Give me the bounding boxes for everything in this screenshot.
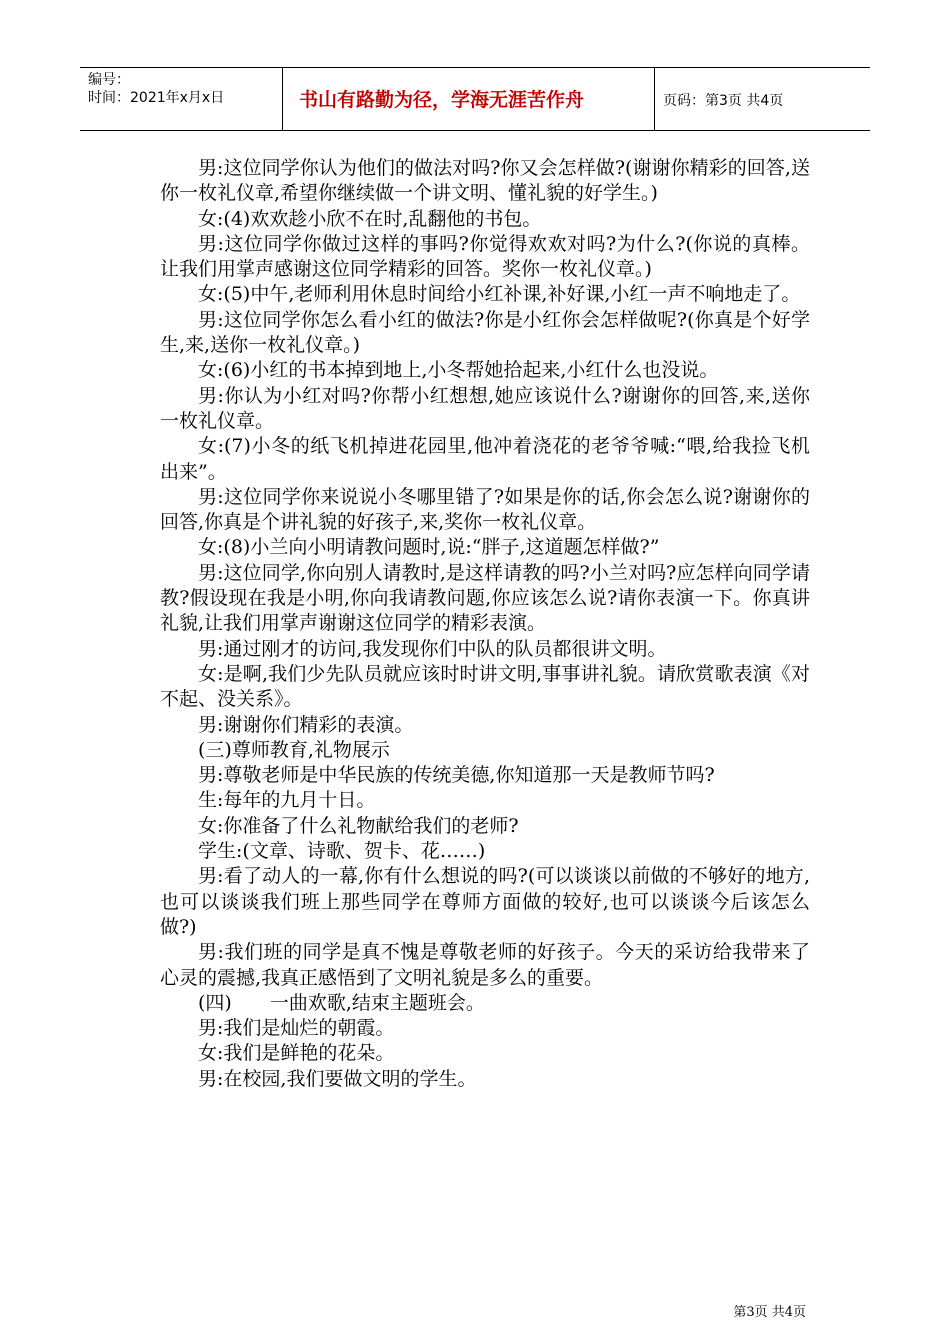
document-number-label: 编号： bbox=[88, 72, 130, 88]
paragraph: 女:是啊,我们少先队员就应该时时讲文明,事事讲礼貌。请欣赏歌表演《对不起、没关系》。 bbox=[160, 662, 810, 711]
paragraph: 男:我们班的同学是真不愧是尊敬老师的好孩子。今天的采访给我带来了心灵的震撼,我真正感悟到了文明礼貌是多么的重要。 bbox=[160, 941, 810, 989]
paragraph: 女:(4)欢欢趁小欣不在时,乱翻他的书包。 bbox=[198, 207, 542, 230]
paragraph: 男:这位同学你来说说小冬哪里错了?如果是你的话,你会怎么说?谢谢你的回答,你真是个讲礼貌的好孩子,来,奖你一枚礼仪章。 bbox=[160, 485, 810, 534]
paragraph: 女:(7)小冬的纸飞机掉进花园里,他冲着浇花的老爷爷喊:“喂,给我捡飞机出来”。 bbox=[160, 435, 810, 483]
page-header bbox=[80, 67, 870, 131]
paragraph: 男:这位同学,你向别人请教时,是这样请教的吗?小兰对吗?应怎样向同学请教?假设现在我是小明,你向我请教问题,你应该怎么说?请你表演一下。你真讲礼貌,让我们用掌声谢谢这位同学的精彩表演。 bbox=[160, 561, 810, 635]
paragraph: 男:通过刚才的访问,我发现你们中队的队员都很讲文明。 bbox=[198, 637, 667, 660]
paragraph: 男:看了动人的一幕,你有什么想说的吗?(可以谈谈以前做的不够好的地方,也可以谈谈我们班上那些同学在尊师方面做的较好,也可以谈谈今后该怎么做?) bbox=[160, 865, 810, 938]
document-body bbox=[160, 156, 810, 1092]
header-page-code: 页码：第3页 共4页 bbox=[663, 93, 784, 109]
section-heading: (三)尊师教育,礼物展示 bbox=[198, 738, 390, 761]
paragraph: 女:我们是鲜艳的花朵。 bbox=[198, 1042, 395, 1065]
paragraph: 男:这位同学你做过这样的事吗?你觉得欢欢对吗?为什么?(你说的真棒。让我们用掌声感谢这位同学精彩的回答。奖你一枚礼仪章。) bbox=[160, 232, 810, 281]
paragraph: 男:你认为小红对吗?你帮小红想想,她应该说什么?谢谢你的回答,来,送你一枚礼仪章。 bbox=[160, 384, 810, 432]
document-date-label: 时间：2021年x月x日 bbox=[88, 90, 225, 106]
paragraph: 男:谢谢你们精彩的表演。 bbox=[198, 713, 414, 736]
paragraph: 男:这位同学你认为他们的做法对吗?你又会怎样做?(谢谢你精彩的回答,送你一枚礼仪章,希望你继续做一个讲文明、懂礼貌的好学生。) bbox=[160, 157, 810, 205]
paragraph: 男:我们是灿烂的朝霞。 bbox=[198, 1017, 395, 1040]
section-heading: (四) 一曲欢歌,结束主题班会。 bbox=[198, 991, 485, 1014]
paragraph: 女:(6)小红的书本掉到地上,小冬帮她拾起来,小红什么也没说。 bbox=[198, 359, 719, 382]
paragraph: 生:每年的九月十日。 bbox=[198, 789, 376, 812]
paragraph: 学生:(文章、诗歌、贺卡、花……) bbox=[198, 840, 486, 863]
paragraph: 男:尊敬老师是中华民族的传统美德,你知道那一天是教师节吗? bbox=[198, 764, 715, 787]
paragraph: 女:(8)小兰向小明请教问题时,说:“胖子,这道题怎样做?” bbox=[198, 536, 660, 559]
header-page-cell bbox=[655, 68, 870, 130]
paragraph: 男:在校园,我们要做文明的学生。 bbox=[198, 1067, 477, 1090]
header-left-cell bbox=[80, 68, 283, 130]
paragraph: 男:这位同学你怎么看小红的做法?你是小红你会怎样做呢?(你真是个好学生,来,送你一枚礼仪章。) bbox=[160, 308, 810, 357]
paragraph: 女:你准备了什么礼物献给我们的老师? bbox=[198, 814, 519, 837]
page-footer: 第3页 共4页 bbox=[733, 1305, 806, 1320]
header-motto-cell bbox=[283, 68, 655, 130]
paragraph: 女:(5)中午,老师利用休息时间给小红补课,补好课,小红一声不响地走了。 bbox=[198, 283, 801, 306]
header-motto: 书山有路勤为径，学海无涯苦作舟 bbox=[299, 89, 585, 111]
